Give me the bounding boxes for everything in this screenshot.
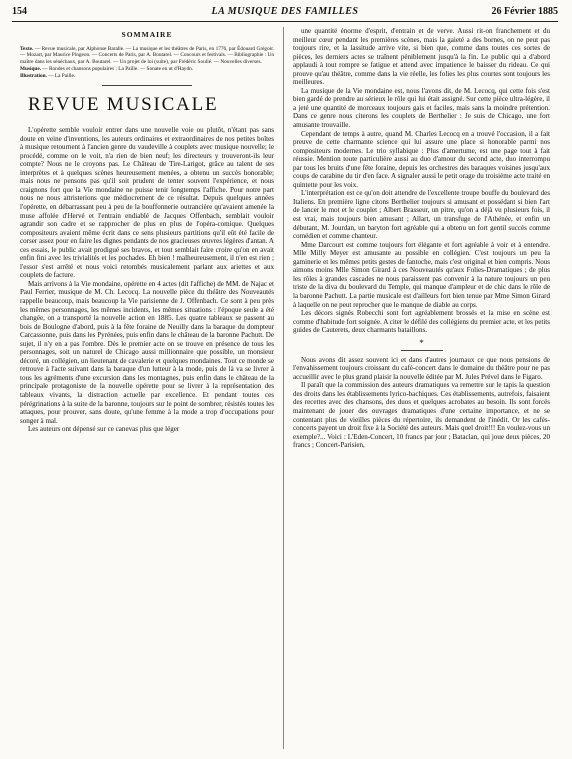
left-paragraph: Mais arrivons à la Vie mondaine, opérette en 4 actes (dit l'affiche) de MM. de Najac et Paul Ferrier, musique de M. Ch. Lecocq. La nouvelle pièce du théâtre des Nouveautés rappelle beaucoup, mais beaucoup la Vie parisienne de J. Offenbach. Ce sont à peu près les mêmes personnages, les mêmes incidents, les mêmes situations : l'époque seule a été changée, on a transporté la nouvelle action en 1885. Les quatre tableaux se passent au bois de Boulogne d'abord, puis à la fête foraine de Neuilly dans la baraque du dompteur Carcassonne, puis dans les Pyrénées, puis enfin dans le château de la baronne Pachutt. De sujet, il n'y en a pas l'ombre. Dès le premier acte on se trouve en présence de tous les personnages, soit un naturel de Chicago aussi millionnaire que possible, un monsieur décoré, un collégien, un lieutenant de cavalerie et quelques mondaines. Tout ce monde se retrouve à l'acte suivant dans la baraque d'un lutteur à la mode, puis de là va se livrer à tous les agréments d'une excursion dans les montagnes, puis enfin dans le château de la principale protagoniste de la nouvelle opérette pour se livrer à la représentation des tableaux vivants, la distraction actuelle par excellence. Et pendant toutes ces pérégrinations à la suite de la baronne, toujours sur le point de sombrer, résistés toutes les attaques, pour prouver, sans doute, qu'une femme à la mode a trop d'occupations pour songer à mal. bbox=[20, 279, 274, 425]
right-paragraph: Il paraît que la commission des auteurs dramatiques va remettre sur le tapis la question des droits dans les établissements lyrico-bachiques. Ces établissements, autrefois, faisaient des recettes avec des chansons, des duos et quelques acrobates au besoin. Ils sont forcés maintenant de jouer des ouvrages dramatiques d'une certaine importance, et ne se contentant plus de vieilles pièces du répertoire, ils demandent de l'inédit. Or les cafés-concerts payent un droit fixe à la Société des auteurs. Mais quel droit!!! En voulez-vous un exemple?... Voici : L'Eden-Concert, 10 francs par jour ; Bataclan, qui joue deux pièces, 20 francs ; Concert-Parisien, bbox=[293, 381, 550, 450]
sommaire-texte-label: Texte. bbox=[20, 45, 34, 52]
sommaire-musique-content: — Rondes et chansons populaires : La Paille. — Sonate en ut d'Haydn. bbox=[41, 66, 194, 73]
sommaire-illustration bbox=[20, 73, 274, 80]
left-paragraph: L'opérette semble vouloir entrer dans une nouvelle voie ou plutôt, n'étant pas sans doute en veine d'inventions, les auteurs ordinaires et extraordinaires de nos petites boîtes à musique retournent à l'ancien genre du vaudeville à couplets avec musique nouvelle; le procédé, comme on le voit, n'a rien de bien neuf; les directeurs y trouveront-ils leur compte? Nous ne le croyons pas. Le Château de Tire-Larigot, grâce au talent de ses interprètes et à quelques scènes heureusement menées, a obtenu un succès honorable; mais nous ne pensons pas qu'il soit prudent de tenter souvent l'expérience, et nous craignons fort que la Vie mondaine ne puisse tenir longtemps l'affiche. Pour notre part nous ne nous attristerions que médiocrement de ce résultat. Depuis quelques années l'opérette, en débarrassant peu à peu de la bouffonnerie outrancière qu'avaient amenée la muse affolée d'Hervé et l'entrain endiablé de Jacques Offenbach, semblait vouloir agrandir son cadre et se rapprocher de plus en plus de l'opéra-comique. Quelques compositeurs avaient même écrit dans ce sens plusieurs partitions qu'il eût été facile de corser assez pour en faire les dignes pendants de nos gracieuses œuvres légères d'antan. A ces essais, le public avait prodigué ses bravos, et tout semblait faire croire qu'on en avait enfin fini avec les trivialités et les pochades. Eh bien ! malheureusement, il n'en est rien ; l'essor s'est arrêté et nous voici retombés musicalement parlant aux ariettes et aux couplets de facture. bbox=[20, 126, 274, 280]
right-paragraph: Cependant de temps à autre, quand M. Charles Lecocq en a trouvé l'occasion, il a fait preuve de cette charmante science qui lui assure une place si honorable parmi nos compositeurs modernes. Le trio syllabique : Plus d'amertume, est une page tout à fait réussie. Mention toute particulière aussi au duo d'amour du second acte, duo interrompu par tous les bruits d'une fête foraine, depuis les orchestres des baraques voisines jusqu'aux coups de carabine du tir d'en face. A signaler aussi le petit orage du troisième acte traité en quintette pour les voix. bbox=[293, 129, 550, 189]
right-paragraph: Mme Darcourt est comme toujours fort élégante et fort agréable à voir et à entendre. Mlle Milly Meyer est amusante au possible en collégien. C'est toujours un peu la gaminerie et les mêmes petits gestes de fantoche, mais c'est original et bien compris. Nous aimons moins Mlle Simon Girard à ces Nouveautés qu'aux Folies-Dramatiques ; de plus les rôles à grandes cascades ne nous paraissent pas convenir à la nature toujours un peu triste de la diva du boulevard du Temple, qui manque d'ampleur et de chic dans le rôle de la baronne Pachutt. La partie musicale est d'ailleurs fort bien tenue par Mme Simon Girard à laquelle on ne peut reprocher que le manque de diable au corps. bbox=[293, 240, 550, 309]
section-separator-rule bbox=[401, 350, 443, 351]
sommaire-texte bbox=[20, 46, 274, 67]
right-paragraph: Nous avons dit assez souvent ici et dans d'autres journaux ce que nous pensions de l'envahissement toujours croissant du café-concert dans le domaine du théâtre pour ne pas accueillir avec le plus grand plaisir la nouvelle éditée par M. Jules Prével dans le Figaro. bbox=[293, 355, 550, 381]
header-rule bbox=[12, 21, 558, 22]
journal-title: LA MUSIQUE DES FAMILLES bbox=[211, 6, 359, 17]
sommaire-musique-label: Musique. bbox=[20, 66, 42, 73]
right-paragraph: une quantité énorme d'esprit, d'entrain et de verve. Aussi rit-on franchement et du meilleur cœur pendant les premières scènes, mais la gaieté a des bornes, on ne peut pas toujours rire, et la lassitude arrive vite, si bien que, comme dans toutes ces sortes de pièces, les derniers actes se traînent péniblement jusqu'à la fin. Le public qui a d'abord applaudi à tout rompre se fatigue et attend avec impatience le baisser du rideau. Ce qui prouve qu'au théâtre, comme dans la vie réelle, les folies les plus courtes sont toujours les meilleures. bbox=[293, 27, 550, 87]
sommaire-rule bbox=[102, 85, 192, 86]
right-paragraph: Les décors signés Robecchi sont fort agréablement brossés et la mise en scène est comme d'habitude fort soignée. A citer le défilé des collégiens du premier acte, et les petits guides de Cauterets, deux charmants bataillons. bbox=[293, 309, 550, 335]
left-column bbox=[20, 27, 274, 434]
page-number: 154 bbox=[12, 6, 27, 17]
column-divider bbox=[283, 27, 284, 749]
sommaire-musique bbox=[20, 66, 274, 73]
issue-date: 26 Février 1885 bbox=[491, 6, 558, 17]
right-column bbox=[293, 27, 550, 450]
right-paragraph: La musique de la Vie mondaine est, nous l'avons dit, de M. Lecocq, qui cette fois s'est bien gardé de prendre au sérieux le rôle qui lui était assigné. Sur cette pièce ultra-légère, il a jeté une quantité de morceaux toujours gais et faciles, mais sans la moindre prétention. Dans ce genre nous citerons les couplets de Berthelier : Je suis de Chicago, une fort amusante trouvaille. bbox=[293, 86, 550, 130]
sommaire-illustration-label: Illustration. bbox=[20, 73, 47, 80]
running-header bbox=[12, 6, 558, 20]
revue-title: REVUE MUSICALE bbox=[28, 94, 219, 116]
left-paragraph: Les auteurs ont dépensé sur ce canevas plus que léger bbox=[28, 425, 180, 434]
section-separator-star: * bbox=[419, 337, 424, 348]
sommaire-body bbox=[20, 46, 274, 81]
sommaire-illustration-content: — La Paille. bbox=[46, 73, 76, 80]
sommaire-title: SOMMAIRE bbox=[121, 30, 173, 39]
right-paragraph: L'interprétation est ce qu'on doit attendre de l'excellente troupe bouffe du boulevard des Italiens. En première ligne citons Berthelier toujours si amusant et possédant si bien l'art de lancer le mot et le couplet ; Albert Brasseur, un pitre, qu'on a déjà vu plusieurs fois, il est vrai, mais toujours bien amusant ; Allart, un transfuge de l'Athénée, et enfin un débutant, M. Jourdan, un baryton fort agréable qui a obtenu un fort gentil succès comme comédien et comme chanteur. bbox=[293, 189, 550, 241]
sommaire-texte-content: — Revue musicale, par Alphonse Baralle. — La musique et les théâtres de Paris, en 1776, par Édouard Grégoir. — Mozart, par Maurice Pingeon. — Concerts de Paris, par A. Boutarel. — Concours et festivals. — Bibliographie : Un maître dans les sénéchaux, par A. Boutarel. — Un projet de loi (suite), par Frédéric Soulié. — Nouvelles diverses. bbox=[20, 45, 274, 66]
